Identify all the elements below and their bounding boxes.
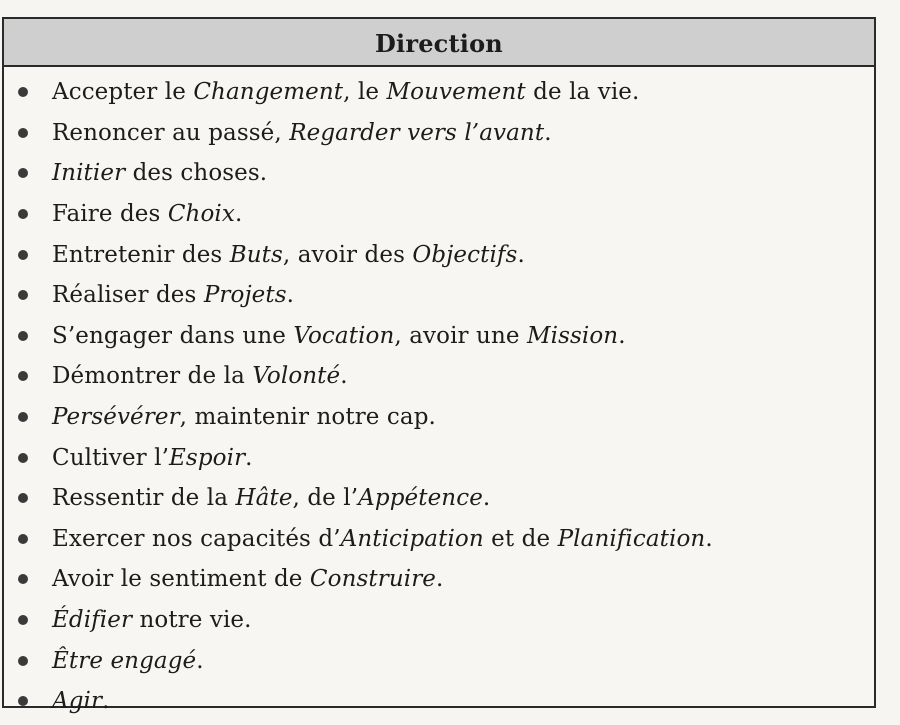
list-item-text <box>52 688 110 714</box>
list-item-text <box>52 607 252 633</box>
bullet-icon <box>18 412 28 422</box>
bullet-icon <box>18 453 28 463</box>
emphasized-term: Mission <box>526 322 619 349</box>
emphasized-term: Persévérer <box>52 404 180 431</box>
bullet-icon <box>18 331 28 341</box>
text-segment: . <box>234 201 243 228</box>
list-item <box>4 194 874 235</box>
list-item <box>4 640 874 681</box>
text-segment: . <box>705 525 713 552</box>
list-item-text <box>52 526 713 552</box>
emphasized-term: Mouvement <box>386 79 526 106</box>
list-item-text <box>52 445 253 471</box>
direction-box <box>2 17 876 715</box>
text-segment: Avoir le sentiment de <box>52 566 310 593</box>
text-segment: . <box>286 282 295 309</box>
emphasized-term: Être engagé <box>52 647 197 674</box>
text-segment: Ressentir de la <box>52 485 236 512</box>
list-item <box>4 559 874 600</box>
list-item <box>4 275 874 316</box>
text-segment: , maintenir notre cap. <box>179 404 436 431</box>
emphasized-term: Initier <box>52 160 126 187</box>
list-item-text <box>52 566 443 592</box>
list-item <box>4 437 874 478</box>
text-segment: . <box>340 363 348 390</box>
bullet-icon <box>18 574 28 584</box>
list-item <box>4 72 874 113</box>
list-item <box>4 600 874 641</box>
emphasized-term: Appétence <box>358 485 483 512</box>
text-segment: Faire des <box>52 201 168 228</box>
list-item <box>4 356 874 397</box>
bullet-icon <box>18 371 28 381</box>
emphasized-term: Changement <box>193 79 344 106</box>
bullet-icon <box>18 209 28 219</box>
list-item <box>4 234 874 275</box>
list-item <box>4 519 874 560</box>
emphasized-term: Planification <box>557 525 706 552</box>
emphasized-term: Projets <box>203 282 287 309</box>
text-segment: Réaliser des <box>52 282 204 309</box>
text-segment: . <box>517 241 525 268</box>
bullet-icon <box>18 656 28 666</box>
emphasized-term: Objectifs <box>412 241 518 268</box>
list-item-text <box>52 160 267 186</box>
table-title: Direction <box>375 28 503 58</box>
text-segment: . <box>436 566 444 593</box>
list-item <box>4 153 874 194</box>
text-segment: Renoncer au passé, <box>52 119 290 146</box>
bullet-icon <box>18 128 28 138</box>
bullet-icon <box>18 87 28 97</box>
list-item <box>4 478 874 519</box>
text-segment: . <box>245 444 253 471</box>
list-item-text <box>52 201 242 227</box>
bullet-icon <box>18 493 28 503</box>
emphasized-term: Choix <box>167 201 235 228</box>
text-segment: de la vie. <box>525 79 640 106</box>
emphasized-term: Édifier <box>52 607 133 634</box>
list-item-text <box>52 363 348 389</box>
text-segment: Accepter le <box>52 79 194 106</box>
emphasized-term: Anticipation <box>340 525 484 552</box>
text-segment: , de l’ <box>292 485 359 512</box>
text-segment: Démontrer de la <box>52 363 253 390</box>
emphasized-term: Volonté <box>252 363 341 390</box>
table-header <box>4 19 874 67</box>
emphasized-term: Regarder vers l’avant <box>289 119 545 146</box>
text-segment: , le <box>343 79 387 106</box>
list-item <box>4 113 874 154</box>
list-item <box>4 397 874 438</box>
emphasized-term: Espoir <box>169 444 246 471</box>
list-item-text <box>52 120 552 146</box>
text-segment: Entretenir des <box>52 241 230 268</box>
bullet-icon <box>18 250 28 260</box>
list-item-text <box>52 323 626 349</box>
list-item-text <box>52 79 639 105</box>
text-segment: S’engager dans une <box>52 322 294 349</box>
list-item-text <box>52 485 490 511</box>
list-item-text <box>52 242 525 268</box>
emphasized-term: Vocation <box>293 322 395 349</box>
emphasized-term: Construire <box>309 566 436 593</box>
text-segment: Cultiver l’ <box>52 444 170 471</box>
bullet-icon <box>18 290 28 300</box>
emphasized-term: Buts <box>229 241 283 268</box>
bullet-list <box>4 67 874 722</box>
text-segment: . <box>482 485 491 512</box>
list-item-text <box>52 404 436 430</box>
text-segment: , avoir des <box>282 241 413 268</box>
bullet-icon <box>18 615 28 625</box>
text-segment: et de <box>483 525 558 552</box>
emphasized-term: Agir <box>52 688 103 715</box>
text-segment: . <box>196 647 204 674</box>
text-segment: . <box>102 688 110 715</box>
list-item-text <box>52 282 294 308</box>
text-segment: . <box>618 322 626 349</box>
bullet-icon <box>18 168 28 178</box>
text-segment: , avoir une <box>394 322 527 349</box>
text-segment: . <box>544 119 552 146</box>
text-segment: Exercer nos capacités d’ <box>52 525 341 552</box>
text-segment: des choses. <box>125 160 268 187</box>
bullet-icon <box>18 534 28 544</box>
list-item-text <box>52 648 204 674</box>
text-segment: notre vie. <box>132 607 252 634</box>
emphasized-term: Hâte <box>235 485 293 512</box>
bullet-icon <box>18 696 28 706</box>
list-item <box>4 316 874 357</box>
list-item <box>4 681 874 722</box>
